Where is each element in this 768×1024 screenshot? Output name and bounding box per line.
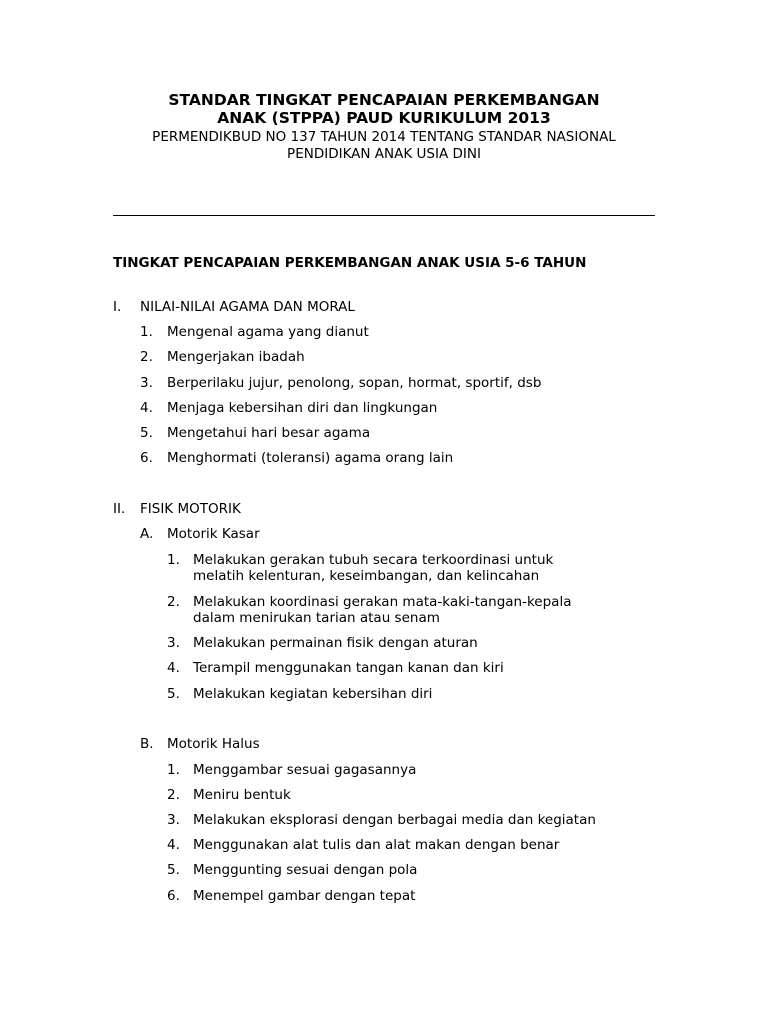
list-item-text: Mengerjakan ibadah (167, 349, 305, 365)
subsection-a-title: Motorik Kasar (167, 526, 260, 542)
list-item-text: Menghormati (toleransi) agama orang lain (167, 450, 454, 466)
subsection-a-letter: A. (140, 526, 154, 542)
list-item-number: 2. (167, 594, 180, 610)
subsection-b-title: Motorik Halus (167, 736, 260, 752)
list-item-text: Melakukan gerakan tubuh secara terkoordinasi untuk (193, 552, 554, 568)
list-item-text: Menggunakan alat tulis dan alat makan dengan benar (193, 837, 560, 853)
list-item-text: Meniru bentuk (193, 787, 291, 803)
document-subtitle-line-1: PERMENDIKBUD NO 137 TAHUN 2014 TENTANG STANDAR NASIONAL (152, 129, 616, 145)
list-item-number: 6. (167, 888, 180, 904)
subsection-b-letter: B. (140, 736, 154, 752)
list-item-number: 1. (167, 762, 180, 778)
section-heading: TINGKAT PENCAPAIAN PERKEMBANGAN ANAK USIA 5-6 TAHUN (113, 255, 587, 271)
list-item-text: Berperilaku jujur, penolong, sopan, hormat, sportif, dsb (167, 375, 542, 391)
list-item-number: 3. (167, 812, 180, 828)
list-item-number: 5. (167, 862, 180, 878)
list-item-number: 2. (140, 349, 153, 365)
list-item-number: 3. (167, 635, 180, 651)
list-item-text: Melakukan koordinasi gerakan mata-kaki-tangan-kepala (193, 594, 572, 610)
list-item-text: Menempel gambar dengan tepat (193, 888, 416, 904)
list-item-number: 5. (167, 686, 180, 702)
document-title-line-2: ANAK (STPPA) PAUD KURIKULUM 2013 (217, 109, 551, 127)
list-item-text: Melakukan eksplorasi dengan berbagai media dan kegiatan (193, 812, 596, 828)
section-2-title: FISIK MOTORIK (140, 501, 241, 517)
list-item-text: Terampil menggunakan tangan kanan dan kiri (193, 660, 504, 676)
document-title-line-1: STANDAR TINGKAT PENCAPAIAN PERKEMBANGAN (168, 91, 600, 109)
list-item-number: 3. (140, 375, 153, 391)
list-item-number: 4. (167, 660, 180, 676)
section-1-number: I. (113, 299, 122, 315)
list-item-text: Menggunting sesuai dengan pola (193, 862, 418, 878)
document-subtitle-line-2: PENDIDIKAN ANAK USIA DINI (287, 146, 481, 162)
list-item-number: 6. (140, 450, 153, 466)
list-item-text: Melakukan permainan fisik dengan aturan (193, 635, 478, 651)
list-item-number: 2. (167, 787, 180, 803)
list-item-text-continuation: melatih kelenturan, keseimbangan, dan kelincahan (193, 568, 540, 584)
list-item-number: 1. (140, 324, 153, 340)
list-item-number: 4. (140, 400, 153, 416)
list-item-text: Menggambar sesuai gagasannya (193, 762, 417, 778)
section-2-number: II. (113, 501, 126, 517)
list-item-text-continuation: dalam menirukan tarian atau senam (193, 610, 440, 626)
list-item-text: Mengetahui hari besar agama (167, 425, 371, 441)
list-item-number: 5. (140, 425, 153, 441)
list-item-number: 4. (167, 837, 180, 853)
list-item-number: 1. (167, 552, 180, 568)
list-item-text: Melakukan kegiatan kebersihan diri (193, 686, 433, 702)
list-item-text: Mengenal agama yang dianut (167, 324, 369, 340)
horizontal-divider (113, 215, 655, 216)
section-1-title: NILAI-NILAI AGAMA DAN MORAL (140, 299, 355, 315)
list-item-text: Menjaga kebersihan diri dan lingkungan (167, 400, 438, 416)
